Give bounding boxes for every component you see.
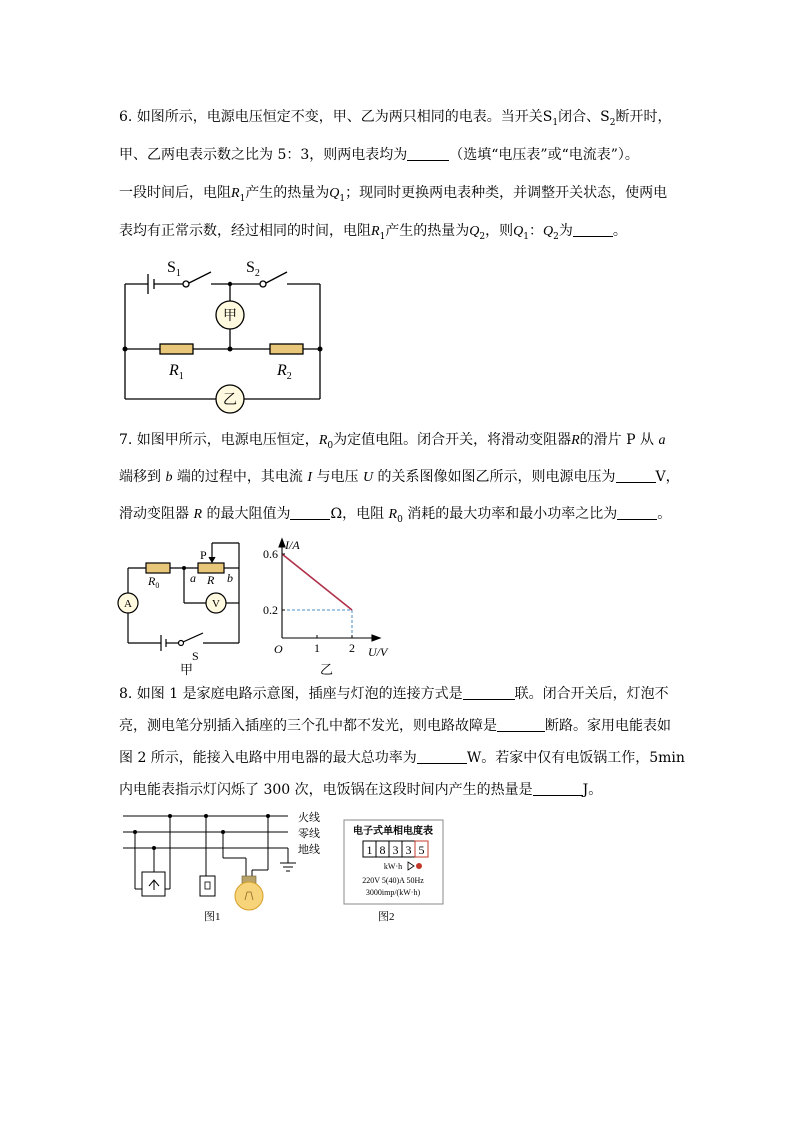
- switch-s1-label: $S_1$: [167, 259, 181, 279]
- q6-circuit-diagram: [115, 252, 335, 417]
- q6-line-3: 一段时间后，电阻$R_1$产生的热量为$Q_1$；现同时更换两电表种类，并调整开关状态，使两电: [119, 185, 668, 204]
- answer-blank[interactable]: [407, 146, 449, 161]
- meter-spec-line2: 3000imp/(kW·h): [365, 888, 421, 897]
- q7-line-1: 7. 如图甲所示，电源电压恒定，$R_0$为定值电阻。闭合开关，将滑动变阻器R的滑片 P 从 a: [119, 432, 666, 451]
- meter-digit: 3: [405, 843, 412, 857]
- switch-s-label: S: [192, 649, 199, 663]
- r0-label: $R_0$: [148, 574, 160, 590]
- q6-line-4: 表均有正常示数，经过相同的时间，电阻$R_1$产生的热量为$Q_2$，则$Q_1$：$Q_2$为 。: [119, 223, 627, 242]
- x-axis-label: U/V: [368, 645, 388, 659]
- meter-unit: kW·h: [383, 862, 403, 871]
- y-tick-label: 0.2: [263, 603, 278, 617]
- neutral-wire-label: 零线: [298, 828, 320, 840]
- origin-label: O: [274, 642, 283, 656]
- meter-digit: 8: [379, 843, 386, 857]
- q8-line-2: 亮，测电笔分别插入插座的三个孔中都不发光，则电路故障是 断路。家用电能表如: [119, 718, 671, 734]
- answer-blank[interactable]: [290, 505, 330, 520]
- switch-s2-label: $S_2$: [246, 259, 260, 279]
- answer-blank[interactable]: [463, 685, 515, 700]
- indicator-light-icon: [416, 863, 422, 869]
- q8-line-4: 内电能表指示灯闪烁了 300 次，电饭锅在这段时间内产生的热量是 J。: [119, 782, 603, 798]
- slider-p-label: P: [200, 548, 207, 562]
- figure1-caption: 图1: [204, 911, 221, 923]
- q7-line-3: 滑动变阻器 R 的最大阻值为 Ω，电阻 $R_0$ 消耗的最大功率和最小功率之比为 。: [119, 506, 672, 525]
- figure2-caption: 图2: [378, 911, 395, 923]
- q7-line-2: 端移到 b 端的过程中，其电流 I 与电压 U 的关系图像如图乙所示，则电源电压为 V，: [119, 469, 680, 485]
- end-a-label: a: [190, 571, 196, 585]
- answer-blank[interactable]: [617, 505, 657, 520]
- answer-blank[interactable]: [417, 749, 467, 764]
- answer-blank[interactable]: [616, 468, 656, 483]
- y-axis-label: I/A: [285, 538, 300, 552]
- meter-spec-line1: 220V 5(40)A 50Hz: [362, 876, 424, 885]
- home-circuit-fig1: [118, 808, 333, 926]
- q8-line-3: 图 2 所示，能接入电路中用电器的最大总功率为 W。若家中仅有电饭锅工作，5min: [119, 750, 685, 766]
- q6-line-2: 甲、乙两电表示数之比为 5：3，则两电表均为 （选填“电压表”或“电流表”）。: [119, 147, 639, 163]
- answer-blank[interactable]: [533, 781, 583, 796]
- y-tick-label: 0.6: [263, 547, 278, 561]
- end-b-label: b: [227, 571, 233, 585]
- ammeter-label: A: [124, 598, 132, 610]
- figure-jia-caption: 甲: [180, 662, 194, 677]
- answer-blank[interactable]: [573, 222, 613, 237]
- x-tick-label: 2: [349, 641, 355, 655]
- meter-jia-label: 甲: [223, 309, 237, 324]
- resistor-r1-label: $R_1$: [169, 362, 184, 382]
- x-tick-label: 1: [314, 641, 320, 655]
- q8-line-1: 8. 如图 1 是家庭电路示意图，插座与灯泡的连接方式是 联。闭合开关后，灯泡不: [119, 686, 669, 702]
- rheostat-r-label: R: [207, 573, 215, 587]
- q6-line-1: 6. 如图所示，电源电压恒定不变，甲、乙为两只相同的电表。当开关$S_1$闭合、$S_2$断开时，: [119, 109, 672, 128]
- meter-digit: 1: [366, 843, 373, 857]
- answer-blank[interactable]: [497, 717, 545, 732]
- meter-title: 电子式单相电度表: [353, 826, 433, 837]
- figure-yi-caption: 乙: [320, 662, 334, 677]
- q7-circuit-jia: [118, 535, 248, 680]
- resistor-r2-label: $R_2$: [277, 362, 292, 382]
- ground-wire-label: 地线: [298, 844, 320, 856]
- meter-digit: 3: [392, 843, 399, 857]
- iu-graph-chart: [258, 535, 398, 680]
- voltmeter-label: V: [212, 598, 220, 610]
- energy-meter-fig2: [342, 818, 447, 926]
- live-wire-label: 火线: [298, 812, 320, 824]
- meter-digit-decimal: 5: [418, 843, 425, 857]
- iu-series-line: [282, 554, 352, 610]
- meter-yi-label: 乙: [223, 393, 237, 408]
